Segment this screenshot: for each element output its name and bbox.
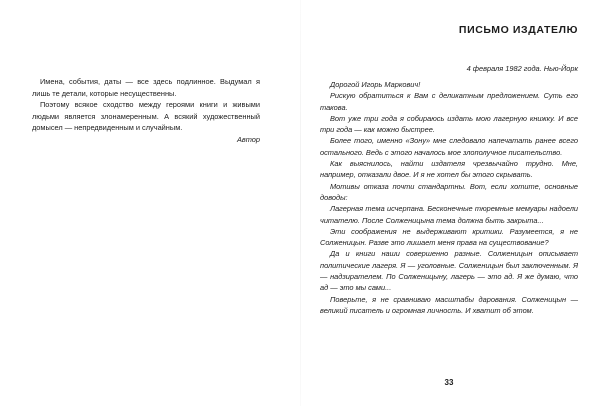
letter-paragraph: Лагерная тема исчерпана. Бесконечные тюремные мемуары надоели читателю. После Солженицына тема должна быть закрыта... — [320, 204, 578, 225]
letter-paragraph: Вот уже три года я собираюсь издать мою лагерную книжку. И все три года — как можно быстрее. — [320, 113, 578, 135]
letter-paragraph: Поверьте, я не сравниваю масштабы дарования. Солженицын — великий писатель и огромная личность. И хватит об этом. — [320, 294, 578, 315]
epigraph-paragraph: Поэтому всякое сходство между героями книги и живыми людьми является злонамеренным. А всякий художественный домысел — непредвиденным и случайным. — [32, 100, 260, 133]
letter-paragraph: Как выяснилось, найти издателя чрезвычайно трудно. Мне, например, отказали двое. И я не хотел бы этого скрывать. — [320, 159, 578, 180]
left-page — [0, 0, 300, 406]
letter-paragraph: Мотивы отказа почти стандартны. Вот, если хотите, основные доводы: — [320, 181, 578, 202]
letter-paragraph: Да и книги наши совершенно разные. Солженицын описывает политические лагеря. Я — уголовные. Солженицын был заключенным. Я — надзирателем. По Солженицыну, лагерь — это ад. Я же думаю, что ад — это мы сами... — [320, 249, 578, 293]
letter-paragraph: Дорогой Игорь Маркович! — [330, 80, 421, 89]
letter-dateline: 4 февраля 1982 года. Нью-Йорк — [466, 64, 578, 73]
epigraph — [32, 76, 260, 146]
chapter-title: ПИСЬМО ИЗДАТЕЛЮ — [458, 24, 578, 36]
letter-paragraph: Более того, именно «Зону» мне следовало напечатать ранее всего остального. Ведь с этого началось мое злополучное писательство. — [320, 136, 578, 157]
letter-body — [320, 79, 578, 316]
epigraph-signature: Автор — [237, 134, 260, 144]
epigraph-paragraph: Имена, события, даты — все здесь подлинное. Выдумал я лишь те детали, которые несущественны. — [32, 77, 260, 98]
letter-paragraph: Эти соображения не выдерживают критики. Разумеется, я не Солженицын. Разве это лишает меня права на существование? — [320, 226, 578, 248]
letter-paragraph: Рискую обратиться к Вам с деликатным предложением. Суть его такова. — [320, 91, 578, 112]
page-number: 33 — [444, 378, 454, 387]
